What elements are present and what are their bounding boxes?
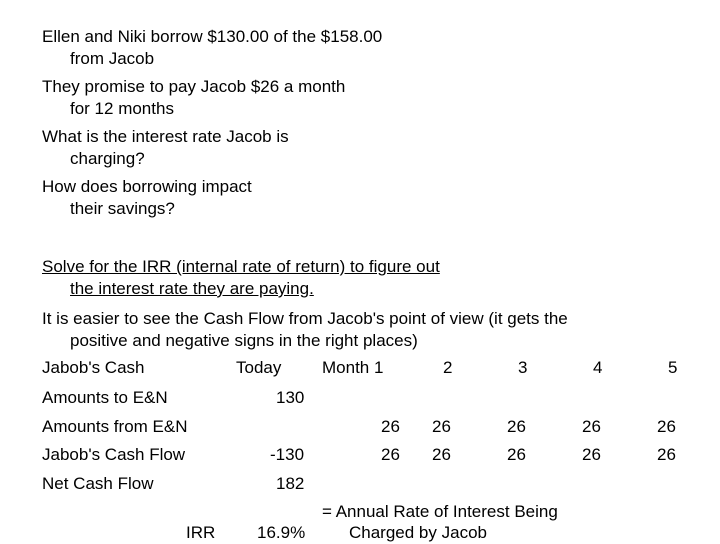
table-header-month: 5: [668, 358, 678, 377]
table-cell-month: 26: [582, 445, 601, 464]
table-header-month: 4: [593, 358, 603, 377]
paragraph-line: from Jacob: [70, 49, 155, 68]
irr-label: IRR: [186, 523, 216, 542]
paragraph-cash-flow-view: [42, 308, 702, 352]
paragraph-irr-instruction: [42, 256, 702, 300]
paragraph-line: What is the interest rate Jacob is: [42, 127, 289, 146]
paragraph-loan: [42, 26, 702, 70]
table-row-label: Amounts to E&N: [42, 388, 168, 407]
table-cell-month: 26: [582, 417, 601, 436]
irr-note: Charged by Jacob: [349, 523, 487, 542]
table-cell-month: 26: [381, 445, 400, 464]
table-header-label: Jabob's Cash: [42, 358, 145, 377]
paragraph-line: Ellen and Niki borrow $130.00 of the $158.00: [42, 27, 383, 46]
table-cell-today: -130: [270, 445, 305, 464]
paragraph-line: for 12 months: [70, 99, 174, 118]
table-row-label: Net Cash Flow: [42, 474, 154, 493]
table-row-label: Jabob's Cash Flow: [42, 445, 186, 464]
table-cell-month: 26: [381, 417, 400, 436]
table-header-today: Today: [236, 358, 282, 377]
paragraph-line: the interest rate they are paying.: [70, 279, 314, 298]
irr-note: = Annual Rate of Interest Being: [322, 502, 558, 521]
paragraph-line: It is easier to see the Cash Flow from Jacob's point of view (it gets the: [42, 309, 568, 328]
table-cell-month: 26: [657, 417, 676, 436]
paragraph-payment: [42, 76, 702, 120]
table-cell-month: 26: [507, 417, 526, 436]
table-header-month: 3: [518, 358, 528, 377]
table-cell-month: 26: [507, 445, 526, 464]
table-cell-today: 130: [276, 388, 305, 407]
table-cell-month: 26: [657, 445, 676, 464]
paragraph-line: How does borrowing impact: [42, 177, 252, 196]
table-cell-today: 182: [276, 474, 305, 493]
paragraph-line: their savings?: [70, 199, 175, 218]
paragraph-line: positive and negative signs in the right places): [70, 331, 418, 350]
table-header-month: 2: [443, 358, 453, 377]
table-row-label: Amounts from E&N: [42, 417, 188, 436]
paragraph-question-savings: [42, 176, 702, 220]
paragraph-line: They promise to pay Jacob $26 a month: [42, 77, 346, 96]
paragraph-line: Solve for the IRR (internal rate of return) to figure out: [42, 257, 440, 276]
table-cell-month: 26: [432, 445, 451, 464]
paragraph-line: charging?: [70, 149, 145, 168]
table-header-month: Month 1: [322, 358, 384, 377]
irr-value: 16.9%: [257, 523, 306, 542]
paragraph-question-rate: [42, 126, 702, 170]
table-cell-month: 26: [432, 417, 451, 436]
